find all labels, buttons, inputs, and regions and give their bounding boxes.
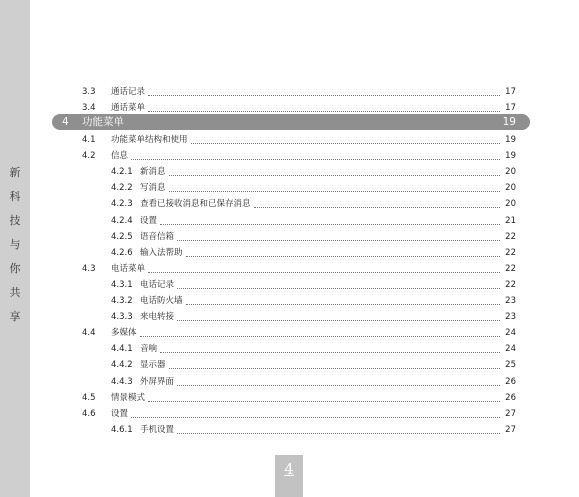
toc-entry-page: 22	[505, 263, 516, 274]
sidebar-char: 技	[9, 214, 21, 227]
leader-dots	[160, 224, 500, 225]
toc-entry[interactable]	[0, 262, 579, 276]
toc-entry[interactable]	[0, 246, 579, 260]
leader-dots	[160, 352, 500, 353]
chapter-number: 4	[62, 116, 69, 128]
leader-dots	[191, 143, 500, 144]
leader-dots	[169, 191, 500, 192]
leader-dots	[148, 95, 500, 96]
toc-entry-title: 通话记录	[111, 87, 146, 97]
toc-entry-page: 21	[505, 215, 516, 226]
toc-entry-title: 音响	[140, 344, 158, 355]
toc-entry[interactable]	[0, 294, 579, 308]
toc-entry-number: 4.2.4	[111, 215, 133, 226]
toc-entry-title: 通话菜单	[111, 103, 146, 113]
sidebar-char: 共	[9, 286, 21, 299]
sidebar-char: 新	[9, 166, 21, 179]
toc-entry-title: 电话记录	[140, 279, 175, 290]
leader-dots	[186, 304, 500, 305]
page-number: 4	[275, 455, 303, 497]
toc-entry[interactable]	[0, 278, 579, 292]
leader-dots	[177, 320, 500, 321]
toc-entry-number: 4.3.1	[111, 279, 133, 290]
leader-dots	[131, 417, 500, 418]
toc-entry-page: 19	[505, 135, 516, 145]
toc-entry-number: 3.4	[82, 103, 96, 113]
leader-dots	[140, 336, 500, 337]
toc-entry-page: 17	[505, 103, 516, 113]
leader-dots	[177, 288, 500, 289]
toc-entry-number: 4.2.6	[111, 247, 133, 258]
toc-entry[interactable]	[0, 407, 579, 421]
toc-entry-title: 新消息	[140, 167, 166, 178]
toc-entry-number: 4.3.2	[111, 296, 133, 306]
toc-entry[interactable]	[0, 85, 579, 99]
toc-entry-title: 输入法帮助	[140, 247, 183, 258]
toc-entry-number: 4.2	[82, 151, 96, 162]
toc-entry-page: 26	[505, 376, 516, 387]
toc-entry-title: 查看已接收消息和已保存消息	[140, 199, 251, 210]
toc-entry[interactable]	[0, 391, 579, 405]
toc-entry-page: 27	[505, 408, 516, 419]
toc-entry-number: 4.4.1	[111, 344, 133, 355]
leader-dots	[177, 240, 500, 241]
toc-entry[interactable]	[0, 326, 579, 340]
toc-entry-title: 来电转接	[140, 312, 175, 323]
leader-dots	[169, 175, 500, 176]
toc-entry-page: 23	[505, 312, 516, 323]
sidebar-char: 与	[9, 238, 21, 251]
toc-entry-page: 17	[505, 87, 516, 97]
toc-entry-number: 4.4.3	[111, 376, 133, 387]
toc-entry-page: 24	[505, 344, 516, 355]
toc-entry-title: 显示器	[140, 360, 166, 371]
toc-entry-number: 4.1	[82, 135, 96, 145]
toc-entry-number: 4.2.2	[111, 183, 133, 194]
toc-entry-title: 情景模式	[111, 392, 146, 403]
toc-entry[interactable]	[0, 358, 579, 372]
toc-entry-title: 语音信箱	[140, 231, 175, 242]
toc-entry-title: 设置	[111, 408, 129, 419]
toc-entry-page: 22	[505, 231, 516, 242]
toc-entry[interactable]	[0, 149, 579, 163]
toc-entry-number: 4.4.2	[111, 360, 133, 371]
sidebar-char: 科	[9, 190, 21, 203]
toc-entry[interactable]	[0, 165, 579, 179]
toc-entry[interactable]	[0, 133, 579, 147]
chapter-title: 功能菜单	[82, 116, 124, 128]
leader-dots	[186, 256, 500, 257]
toc-entry-number: 4.3.3	[111, 312, 133, 323]
toc-entry-number: 4.5	[82, 392, 96, 403]
toc-entry-number: 4.6	[82, 408, 96, 419]
toc-entry-title: 功能菜单结构和使用	[111, 135, 188, 145]
toc-entry[interactable]	[0, 181, 579, 195]
leader-dots	[131, 159, 500, 160]
toc-entry-number: 4.4	[82, 328, 96, 339]
toc-entry-page: 22	[505, 279, 516, 290]
toc-entry-title: 外屏界面	[140, 376, 175, 387]
chapter-page: 19	[502, 116, 516, 128]
toc-entry[interactable]	[0, 342, 579, 356]
toc-entry-title: 信息	[111, 151, 129, 162]
toc-entry-page: 20	[505, 167, 516, 178]
leader-dots	[254, 207, 500, 208]
toc-entry-page: 22	[505, 247, 516, 258]
toc-entry-page: 19	[505, 151, 516, 162]
toc-entry-number: 4.6.1	[111, 424, 133, 435]
toc-entry-page: 20	[505, 183, 516, 194]
leader-dots	[177, 385, 500, 386]
toc-entry-page: 25	[505, 360, 516, 371]
toc-entry[interactable]	[0, 423, 579, 437]
toc-entry[interactable]	[0, 101, 579, 115]
toc-entry-number: 3.3	[82, 87, 96, 97]
toc-entry-number: 4.2.3	[111, 199, 133, 210]
toc-entry-page: 27	[505, 424, 516, 435]
toc-entry-page: 24	[505, 328, 516, 339]
leader-dots	[148, 272, 500, 273]
toc-entry-title: 电话防火墙	[140, 296, 183, 306]
toc-entry-number: 4.3	[82, 263, 96, 274]
sidebar-char: 享	[9, 310, 21, 323]
toc-entry-title: 电话菜单	[111, 263, 146, 274]
toc-entry-title: 设置	[140, 215, 158, 226]
chapter-heading[interactable]	[52, 114, 530, 130]
toc-entry[interactable]	[0, 375, 579, 389]
toc-entry[interactable]	[0, 197, 579, 211]
leader-dots	[177, 433, 500, 434]
toc-entry-title: 多媒体	[111, 328, 137, 339]
leader-dots	[148, 401, 500, 402]
toc-entry-number: 4.2.1	[111, 167, 133, 178]
leader-dots	[169, 368, 500, 369]
toc-entry-number: 4.2.5	[111, 231, 133, 242]
toc-entry[interactable]	[0, 230, 579, 244]
toc-entry-title: 写消息	[140, 183, 166, 194]
toc-entry-page: 26	[505, 392, 516, 403]
toc-entry[interactable]	[0, 214, 579, 228]
sidebar-char: 你	[9, 262, 21, 275]
leader-dots	[148, 111, 500, 112]
toc-entry-page: 20	[505, 199, 516, 210]
toc-entry[interactable]	[0, 310, 579, 324]
toc-entry-page: 23	[505, 296, 516, 306]
toc-entry-title: 手机设置	[140, 424, 175, 435]
